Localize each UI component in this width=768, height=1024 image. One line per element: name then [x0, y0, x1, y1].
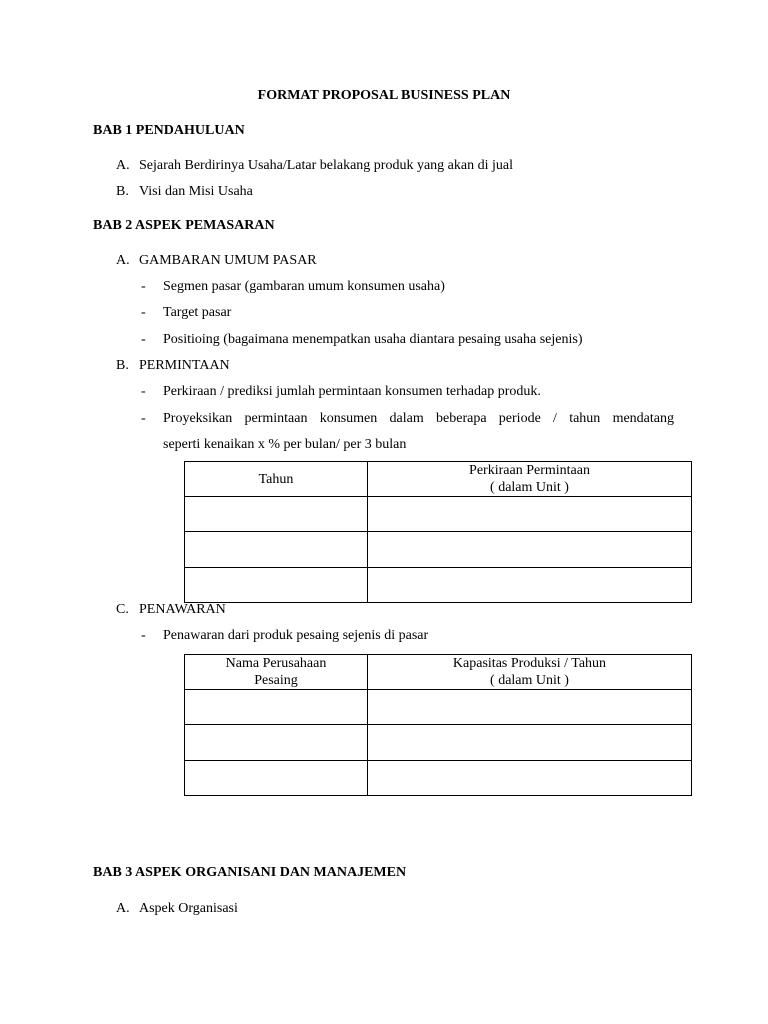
table-row — [185, 532, 692, 568]
header-text: ( dalam Unit ) — [490, 480, 569, 495]
table-row — [185, 690, 692, 725]
bullet-text: Positioing (bagaimana menempatkan usaha diantara pesaing usaha sejenis) — [163, 332, 583, 347]
competitor-table — [184, 654, 692, 796]
table-cell — [368, 690, 692, 725]
bullet-dash: - — [141, 628, 146, 643]
bab3-item-a-marker: A. — [116, 901, 130, 916]
table-row — [185, 761, 692, 796]
bullet-dash: - — [141, 411, 146, 426]
header-text: ( dalam Unit ) — [490, 673, 569, 688]
bab2-heading: BAB 2 ASPEK PEMASARAN — [93, 218, 275, 233]
bab2-section-a-marker: A. — [116, 253, 130, 268]
header-text: Pesaing — [254, 673, 298, 688]
table-row — [185, 497, 692, 532]
table-row — [185, 568, 692, 603]
bullet-text: Target pasar — [163, 305, 232, 320]
bab3-item-a-text: Aspek Organisasi — [139, 901, 238, 916]
table-cell — [185, 725, 368, 761]
bullet-dash: - — [141, 384, 146, 399]
document-title: FORMAT PROPOSAL BUSINESS PLAN — [257, 88, 511, 103]
bab2-section-b-marker: B. — [116, 358, 129, 373]
header-text: Perkiraan Permintaan — [469, 463, 590, 478]
header-text: Tahun — [258, 471, 294, 487]
table-header-cell — [185, 655, 368, 690]
bullet-dash: - — [141, 332, 146, 347]
bab1-item-a-marker: A. — [116, 158, 130, 173]
table-cell — [185, 497, 368, 532]
bullet-dash: - — [141, 279, 146, 294]
bullet-text: Segmen pasar (gambaran umum konsumen usaha) — [163, 279, 445, 294]
table-cell — [368, 725, 692, 761]
table-cell — [185, 532, 368, 568]
bab1-item-b-text: Visi dan Misi Usaha — [139, 184, 253, 199]
table-cell — [185, 568, 368, 603]
bullet-dash: - — [141, 305, 146, 320]
table-header-cell — [368, 655, 692, 690]
bullet-text: Proyeksikan permintaan konsumen dalam beberapa periode / tahun mendatang — [163, 411, 674, 426]
header-text: Kapasitas Produksi / Tahun — [452, 656, 607, 671]
table-cell — [368, 761, 692, 796]
table-header-cell — [185, 462, 368, 497]
bab1-item-a-text: Sejarah Berdirinya Usaha/Latar belakang produk yang akan di jual — [139, 158, 513, 173]
bullet-text-continuation: seperti kenaikan x % per bulan/ per 3 bulan — [163, 437, 407, 452]
table-cell — [368, 532, 692, 568]
table-cell — [368, 568, 692, 603]
table-cell — [368, 497, 692, 532]
bullet-text: Perkiraan / prediksi jumlah permintaan konsumen terhadap produk. — [163, 384, 541, 399]
table-cell — [185, 761, 368, 796]
header-text: Nama Perusahaan — [225, 656, 327, 671]
bab2-section-c-title: PENAWARAN — [139, 602, 226, 617]
bab2-section-c-marker: C. — [116, 602, 129, 617]
bullet-text: Penawaran dari produk pesaing sejenis di pasar — [163, 628, 429, 643]
table-header-row — [185, 655, 692, 690]
demand-table — [184, 461, 692, 603]
bab1-item-b-marker: B. — [116, 184, 129, 199]
bab2-section-b-title: PERMINTAAN — [139, 358, 230, 373]
table-header-cell — [368, 462, 692, 497]
bab3-heading: BAB 3 ASPEK ORGANISANI DAN MANAJEMEN — [93, 865, 407, 880]
table-header-row — [185, 462, 692, 497]
table-row — [185, 725, 692, 761]
table-cell — [185, 690, 368, 725]
bab1-heading: BAB 1 PENDAHULUAN — [93, 123, 245, 138]
bab2-section-a-title: GAMBARAN UMUM PASAR — [139, 253, 317, 268]
